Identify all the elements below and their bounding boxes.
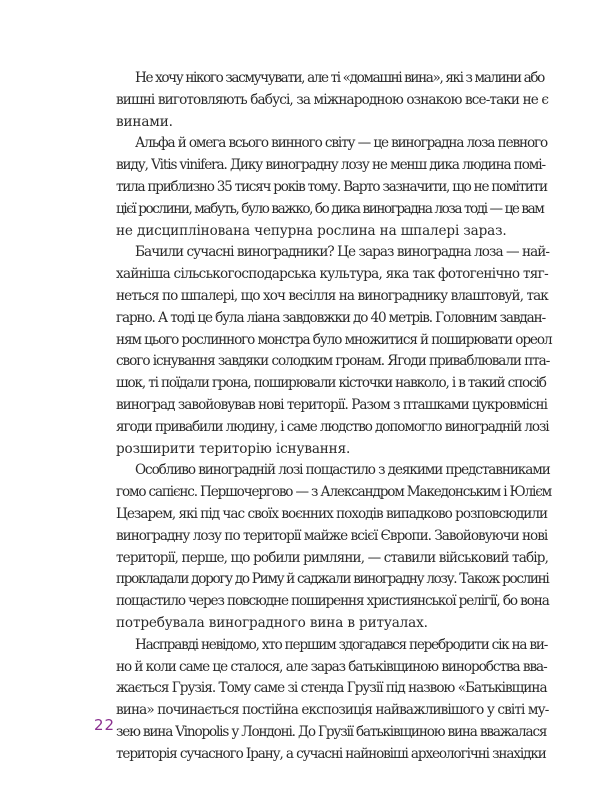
text-line: Не хочу нікого засмучувати, але ті «домашні вина», які з малини або	[135, 70, 544, 86]
text-line: но й коли саме це сталося, але зараз батьківщиною виноробства вва-	[116, 658, 547, 675]
text-line: гарно. А тоді це була ліана завдовжки до 40 метрів. Головним завдан-	[116, 309, 546, 326]
paragraph	[116, 242, 552, 460]
text-line: Насправді невідомо, хто першим здогадався перебродити сік на ви-	[135, 636, 548, 653]
text-line: Особливо виноградній лозі пощастило з деякими представниками	[135, 462, 550, 479]
paragraph	[116, 133, 548, 242]
text-line: виду, Vitis vinifera. Дику виноградну лозу не менш дика людина помі-	[116, 157, 546, 174]
text-line: ягоди привабили людину, і саме людство допомогло виноградній лозі	[116, 418, 549, 435]
text-line: прокладали дорогу до Риму й саджали виноградну лозу. Також рослині	[116, 571, 549, 588]
text-line: зею вина Vinopolis у Лондоні. До Грузії батьківщиною вина вважалася	[116, 723, 547, 740]
text-line: хайніша сільськогосподарська культура, яка так фотогенічно тяг-	[116, 266, 548, 283]
text-line: виноградну лозу по території майже всієї Європи. Завойовуючи нові	[116, 527, 548, 544]
text-line: гомо сапієнс. Першочергово — з Александром Македонським і Юлієм	[116, 484, 552, 501]
text-line: пощастило через повсюдне поширення християнської релігії, бо вона	[116, 593, 549, 610]
text-line: не дисциплінована чепурна рослина на шпалері зараз.	[116, 222, 507, 239]
text-line: тила приблизно 35 тисяч років тому. Варто зазначити, що не помітити	[116, 178, 547, 195]
text-line: винами.	[116, 113, 173, 130]
text-line: шок, ті поїдали грона, поширювали кісточки навколо, і в такий спосіб	[116, 375, 546, 392]
text-line: неться по шпалері, що хоч весілля на винограднику влаштовуй, так	[116, 287, 548, 304]
text-line: потребувала виноградного вина в ритуалах.	[116, 614, 428, 631]
text-line: розширити територію існування.	[116, 440, 351, 457]
text-line: вина» починається постійна експозиція найважливішого у світі му-	[116, 702, 549, 719]
text-line: свого існування завдяки солодким гронам. Ягоди приваблювали пта-	[116, 353, 550, 370]
paragraph	[116, 635, 549, 766]
paragraph	[116, 68, 549, 133]
text-line: виноград завойовував нові території. Разом з пташками цукровмісні	[116, 396, 548, 413]
page-number: 22	[94, 716, 116, 734]
text-line: територія сучасного Ірану, а сучасні найновіші археологічні знахідки	[116, 745, 546, 762]
text-line: Бачили сучасні виноградники? Це зараз виноградна лоза — най-	[135, 244, 550, 261]
body-text	[116, 68, 552, 766]
text-line: Альфа й омега всього винного світу — це виноградна лоза певного	[135, 135, 548, 152]
text-line: території, перше, що робили римляни, — ставили військовий табір,	[116, 549, 549, 566]
text-line: цієї рослини, мабуть, було важко, бо дика виноградна лоза тоді — це вам	[116, 200, 544, 217]
text-line: Цезарем, які під час своїх воєнних походів випадково розповсюдили	[116, 505, 548, 522]
text-line: ням цього рослинного монстра було множитися й поширювати ореол	[116, 331, 552, 348]
text-line: жається Грузія. Тому саме зі стенда Грузії під назвою «Батьківщина	[116, 680, 547, 697]
paragraph	[116, 460, 552, 634]
text-line: вишні виготовляють бабусі, за міжнародною ознакою все-таки не є	[116, 91, 549, 108]
